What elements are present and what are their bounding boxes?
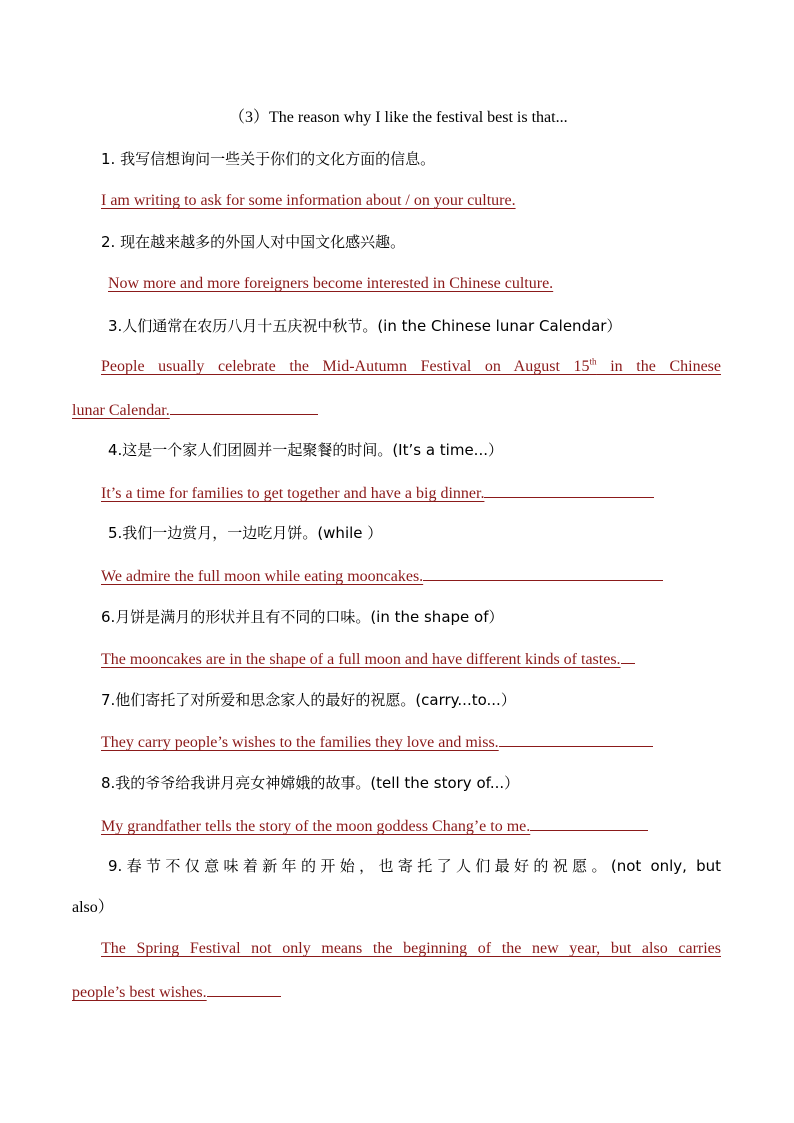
sentence-8-chinese: 8.我的爷爷给我讲月亮女神嫦娥的故事。(tell the story of...） — [101, 774, 520, 792]
sentence-7-answer-line — [101, 731, 653, 753]
sentence-2-chinese: 2. 现在越来越多的外国人对中国文化感兴趣。 — [101, 233, 406, 251]
sentence-8-answer-line — [101, 815, 648, 837]
answer-blank-line — [207, 981, 281, 997]
sentence-9-chinese-line1: 9.春节不仅意味着新年的开始，也寄托了人们最好的祝愿。(not only, but — [108, 857, 721, 875]
sentence-9-answer-line1: The Spring Festival not only means the beginning of the new year, but also carries — [101, 940, 721, 957]
sentence-4-answer: It’s a time for families to get together and have a big dinner. — [101, 485, 485, 502]
answer-blank-line — [621, 648, 635, 664]
sentence-4-chinese: 4.这是一个家人们团圆并一起聚餐的时间。(It’s a time...） — [108, 441, 503, 459]
sentence-7-chinese: 7.他们寄托了对所爱和思念家人的最好的祝愿。(carry...to...） — [101, 691, 516, 709]
section-heading: （3）The reason why I like the festival best is that... — [229, 109, 568, 126]
answer-blank-line — [423, 565, 663, 581]
sentence-3-chinese: 3.人们通常在农历八月十五庆祝中秋节。(in the Chinese lunar Calendar） — [108, 317, 622, 335]
sentence-3-answer-line1 — [101, 357, 721, 377]
sentence-6-chinese: 6.月饼是满月的形状并且有不同的口味。(in the shape of） — [101, 608, 504, 626]
sentence-9-chinese-line2: also） — [72, 899, 114, 916]
answer-blank-line — [170, 399, 318, 415]
sentence-5-chinese: 5.我们一边赏月，一边吃月饼。(while ） — [108, 524, 383, 542]
answer-blank-line — [499, 731, 653, 747]
sentence-5-answer-line — [101, 565, 663, 587]
answer-blank-line — [484, 482, 654, 498]
sentence-1-answer: I am writing to ask for some information about / on your culture. — [101, 192, 516, 209]
ordinal-suffix: th — [589, 356, 597, 367]
sentence-7-answer: They carry people’s wishes to the families they love and miss. — [101, 734, 499, 751]
answer-blank-line — [530, 815, 648, 831]
sentence-9-answer-line2 — [72, 981, 281, 1003]
sentence-5-answer: We admire the full moon while eating mooncakes. — [101, 568, 424, 585]
sentence-9-answer-part-b: people’s best wishes. — [72, 984, 207, 1001]
sentence-6-answer: The mooncakes are in the shape of a full moon and have different kinds of tastes. — [101, 651, 621, 668]
sentence-3-answer-part-b: in the Chinese — [596, 358, 721, 375]
sentence-3-answer-line2 — [72, 399, 318, 421]
sentence-6-answer-line — [101, 648, 635, 670]
sentence-3-answer-part-a: People usually celebrate the Mid-Autumn Festival on August 15 — [101, 358, 590, 375]
sentence-8-answer: My grandfather tells the story of the moon goddess Chang’e to me. — [101, 818, 531, 835]
sentence-3-answer-part-c: lunar Calendar. — [72, 402, 170, 419]
sentence-4-answer-line — [101, 482, 654, 504]
sentence-2-answer: Now more and more foreigners become interested in Chinese culture. — [108, 275, 554, 292]
sentence-1-chinese: 1. 我写信想询问一些关于你们的文化方面的信息。 — [101, 150, 436, 168]
